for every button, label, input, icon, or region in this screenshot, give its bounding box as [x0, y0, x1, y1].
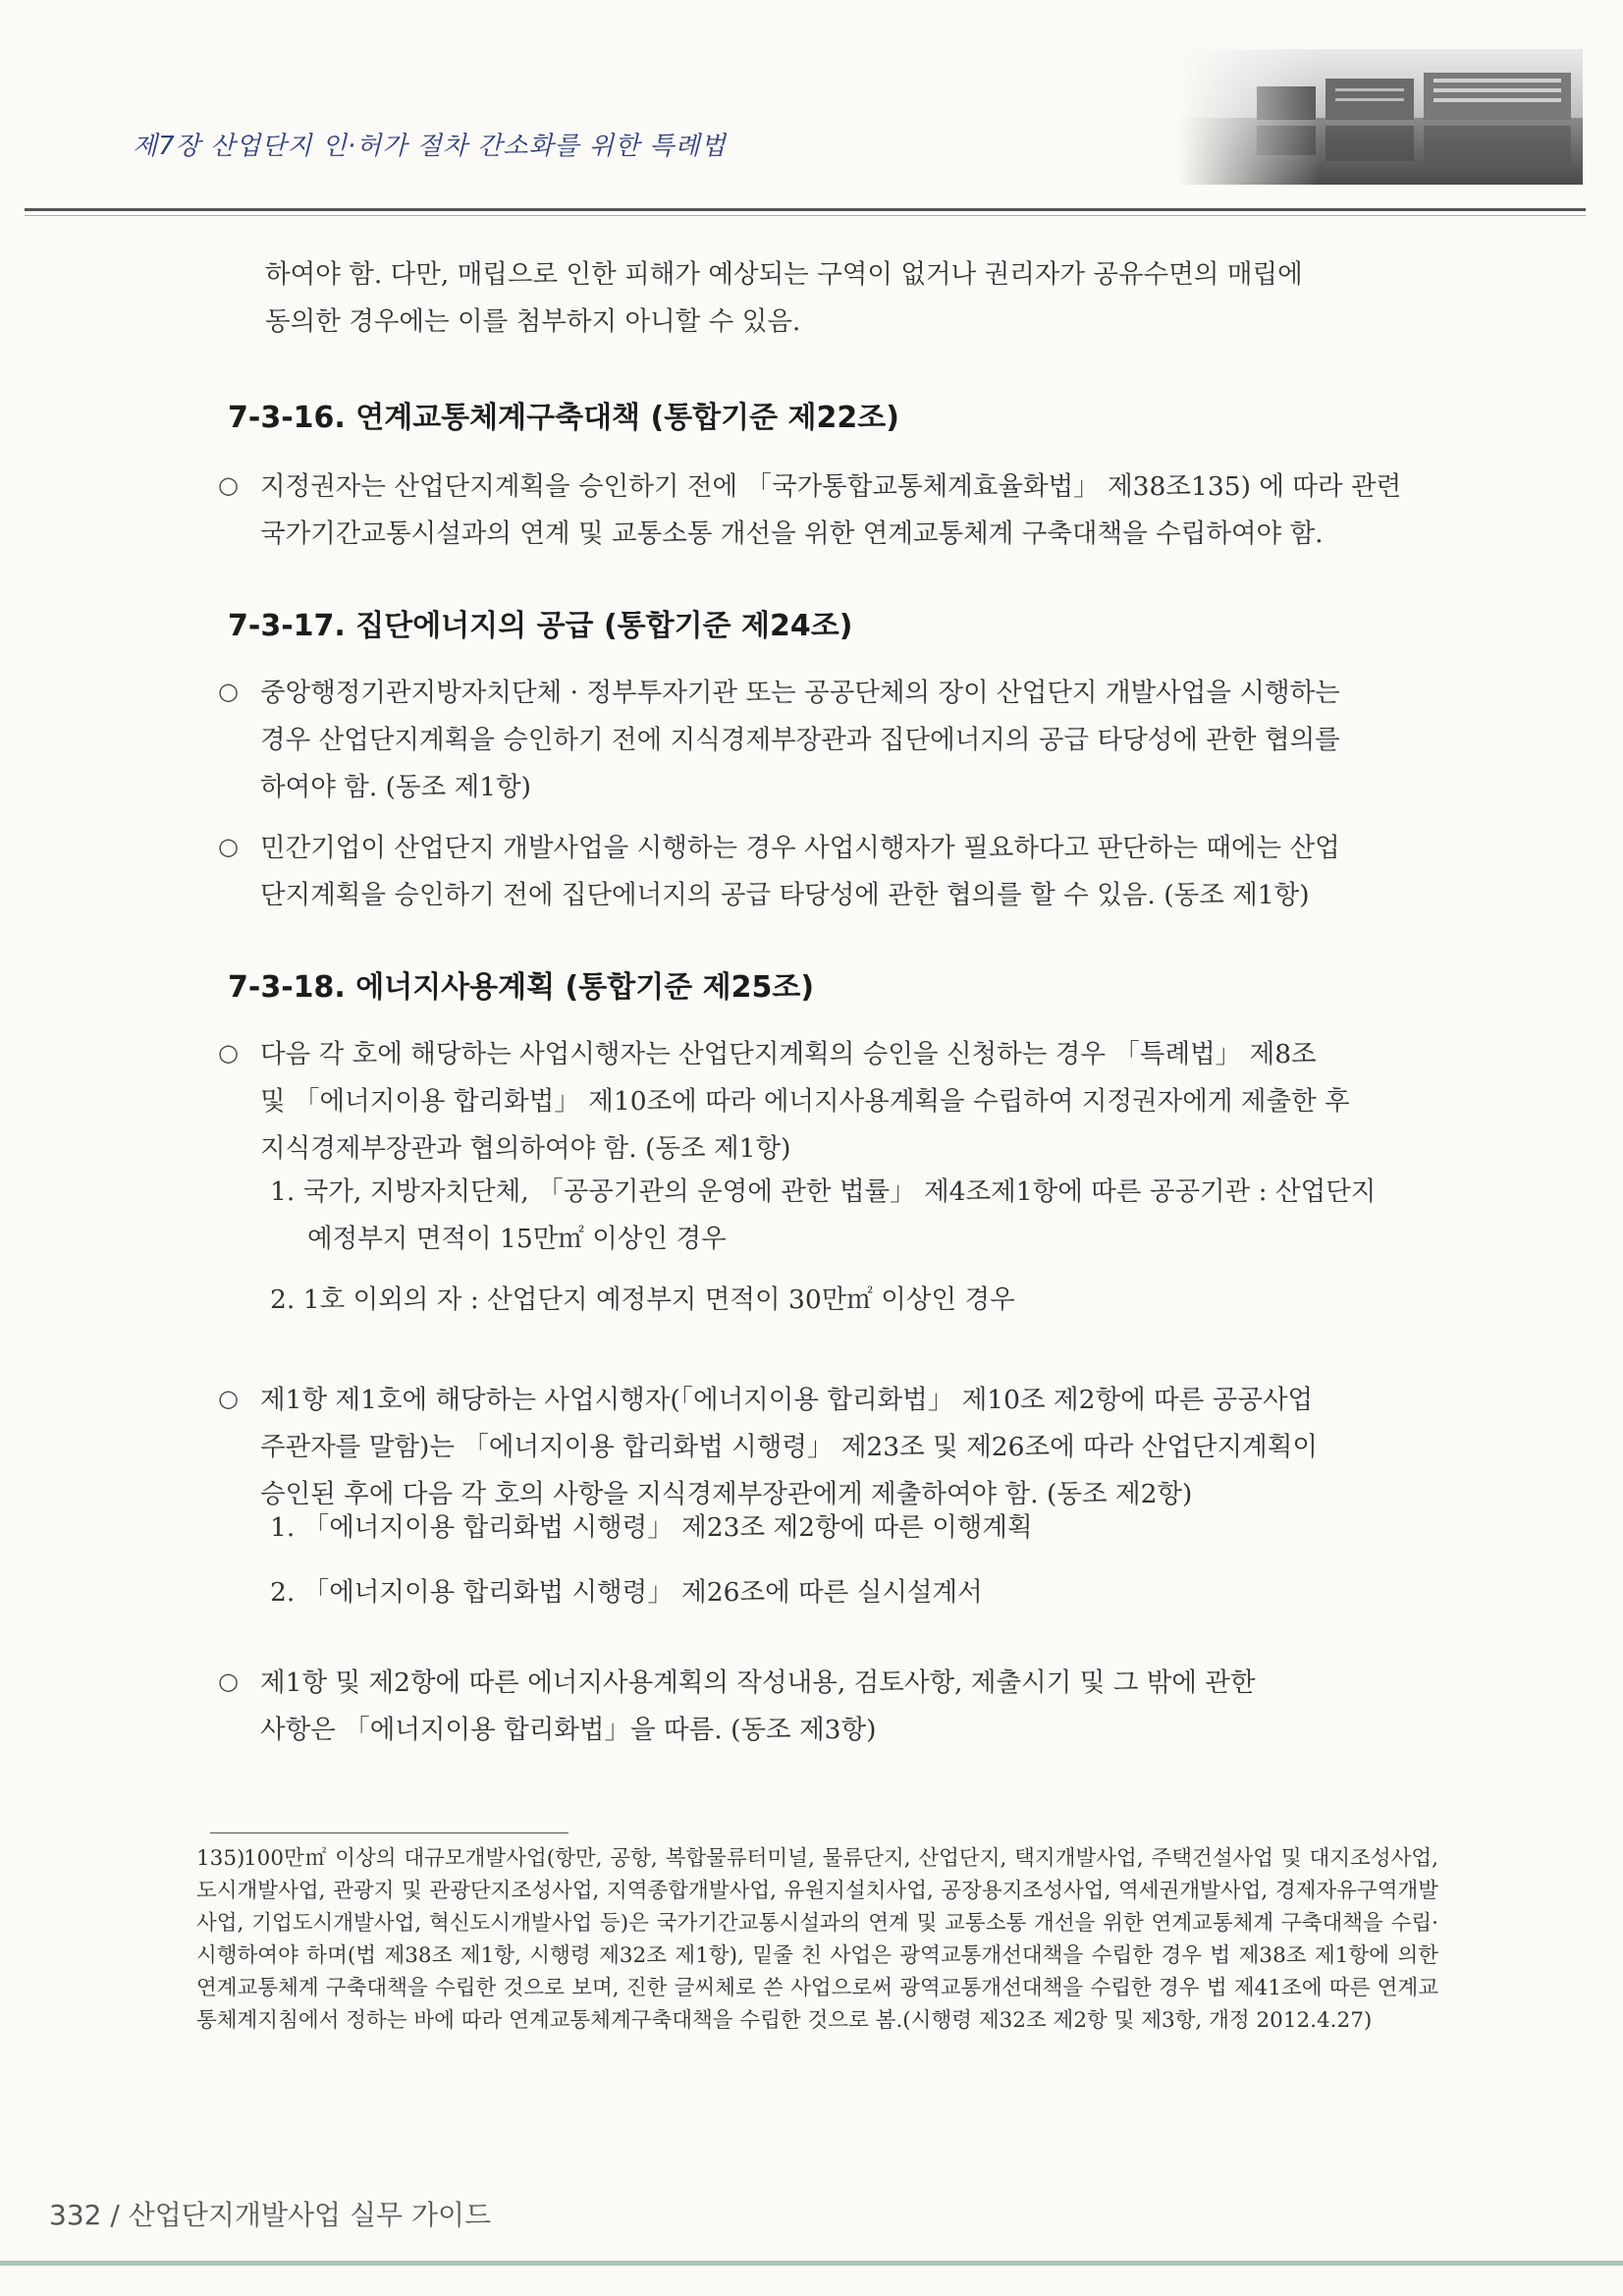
- bullet-icon: ○: [218, 1039, 239, 1066]
- continuation-line: 동의한 경우에는 이를 첨부하지 아니할 수 있음.: [265, 306, 801, 337]
- footer-separator: /: [110, 2199, 120, 2231]
- paragraph-line: 중앙행정기관지방자치단체 · 정부투자기관 또는 공공단체의 장이 산업단지 개발사업을 시행하는: [260, 678, 1340, 708]
- paragraph-line: 및 「에너지이용 합리화법」 제10조에 따라 에너지사용계획을 수립하여 지정권자에게 제출한 후: [260, 1086, 1350, 1117]
- list-item-line: 2. 「에너지이용 합리화법 시행령」 제26조에 따른 실시설계서: [270, 1577, 983, 1608]
- page-footer: [49, 2194, 491, 2233]
- list-item: [270, 1504, 1434, 1552]
- list-item: [270, 1277, 1434, 1324]
- paragraph: [260, 825, 1434, 919]
- section-heading: 7-3-17. 집단에너지의 공급 (통합기준 제24조): [228, 609, 853, 643]
- bullet-icon: ○: [218, 1385, 239, 1412]
- list-item-line: 1. 「에너지이용 합리화법 시행령」 제23조 제2항에 따른 이행계획: [270, 1512, 1033, 1543]
- footnote-number: 135): [196, 1846, 245, 1871]
- bullet-icon: ○: [218, 678, 239, 705]
- paragraph-line: 제1항 및 제2항에 따른 에너지사용계획의 작성내용, 검토사항, 제출시기 및 그 밖에 관한: [260, 1667, 1256, 1698]
- list-item: [270, 1569, 1434, 1616]
- continuation-text: [265, 251, 1434, 346]
- paragraph-line: 승인된 후에 다음 각 호의 사항을 지식경제부장관에게 제출하여야 함. (동조 제2항): [260, 1479, 1193, 1509]
- header-divider-thin: [25, 215, 1586, 216]
- footnote: [196, 1842, 1438, 2037]
- continuation-line: 하여야 함. 다만, 매립으로 인한 피해가 예상되는 구역이 없거나 권리자가 공유수면의 매립에: [265, 259, 1303, 290]
- book-title: 산업단지개발사업 실무 가이드: [128, 2199, 492, 2231]
- paragraph: [260, 1377, 1434, 1518]
- list-item-line: 예정부지 면적이 15만㎡ 이상인 경우: [307, 1224, 727, 1254]
- list-item: [270, 1169, 1434, 1263]
- paragraph-line: 단지계획을 승인하기 전에 집단에너지의 공급 타당성에 관한 협의를 할 수 있음. (동조 제1항): [260, 880, 1310, 910]
- paragraph-line: 주관자를 말함)는 「에너지이용 합리화법 시행령」 제23조 및 제26조에 따라 산업단지계획이: [260, 1432, 1318, 1462]
- bullet-icon: ○: [218, 833, 239, 860]
- paragraph-line: 지정권자는 산업단지계획을 승인하기 전에 「국가통합교통체계효율화법」 제38조135) 에 따라 관련: [260, 471, 1402, 502]
- list-item-line: 1. 국가, 지방자치단체, 「공공기관의 운영에 관한 법률」 제4조제1항에 따른 공공기관 : 산업단지: [270, 1176, 1377, 1207]
- paragraph-line: 사항은 「에너지이용 합리화법」을 따름. (동조 제3항): [260, 1715, 877, 1745]
- paragraph-line: 경우 산업단지계획을 승인하기 전에 지식경제부장관과 집단에너지의 공급 타당성에 관한 협의를: [260, 725, 1340, 755]
- chapter-title: 제7장 산업단지 인·허가 절차 간소화를 위한 특례법: [133, 132, 727, 161]
- section-heading: 7-3-18. 에너지사용계획 (통합기준 제25조): [228, 970, 815, 1005]
- paragraph-line: 하여야 함. (동조 제1항): [260, 772, 532, 802]
- paragraph-line: 다음 각 호에 해당하는 사업시행자는 산업단지계획의 승인을 신청하는 경우 「특례법」 제8조: [260, 1039, 1317, 1069]
- paragraph: [260, 1660, 1434, 1754]
- paragraph: [260, 464, 1434, 558]
- paragraph: [260, 670, 1434, 811]
- header-photo: [1178, 49, 1583, 185]
- section-heading: 7-3-16. 연계교통체계구축대책 (통합기준 제22조): [228, 401, 899, 435]
- paragraph-line: 국가기간교통시설과의 연계 및 교통소통 개선을 위한 연계교통체계 구축대책을 수립하여야 함.: [260, 519, 1324, 549]
- paragraph: [260, 1031, 1434, 1173]
- footer-rule: [0, 2261, 1623, 2266]
- list-item-line: 2. 1호 이외의 자 : 산업단지 예정부지 면적이 30만㎡ 이상인 경우: [270, 1285, 1015, 1315]
- page-number: 332: [49, 2199, 102, 2231]
- paragraph-line: 민간기업이 산업단지 개발사업을 시행하는 경우 사업시행자가 필요하다고 판단하는 때에는 산업: [260, 833, 1340, 863]
- paragraph-line: 제1항 제1호에 해당하는 사업시행자(「에너지이용 합리화법」 제10조 제2항에 따른 공공사업: [260, 1385, 1314, 1415]
- bullet-icon: ○: [218, 1667, 239, 1695]
- footnote-divider: [210, 1832, 568, 1833]
- footnote-text: 100만㎡ 이상의 대규모개발사업(항만, 공항, 복합물류터미널, 물류단지, 산업단지, 택지개발사업, 주택건설사업 및 대지조성사업, 도시개발사업, 관광지 및 관광단지조성사업, 지역종합개발사업, 유원지설치사업, 공장용지조성사업, 역세권개발사업, 경제자유구역개발사업, 기업도시개발사업, 혁신도시개발사업 등)은 국가기간교통시설과의 연계 및 교통소통 개선을 위한 연계교통체계 구축대책을 수립·시행하여야 하며(법 제38조 제1항, 시행령 제32조 제1항), 밑줄 친 사업은 광역교통개선대책을 수립한 경우 법 제38조 제1항에 의한 연계교통체계 구축대책을 수립한 것으로 보며, 진한 글씨체로 쓴 사업으로써 광역교통개선대책을 수립한 경우 법 제41조에 따른 연계교통체계지침에서 정하는 바에 따라 연계교통체계구축대책을 수립한 것으로 봄.(시행령 제32조 제2항 및 제3항, 개정 2012.4.27): [196, 1846, 1438, 2033]
- bullet-icon: ○: [218, 471, 239, 499]
- header-divider: [25, 208, 1586, 211]
- paragraph-line: 지식경제부장관과 협의하여야 함. (동조 제1항): [260, 1133, 791, 1164]
